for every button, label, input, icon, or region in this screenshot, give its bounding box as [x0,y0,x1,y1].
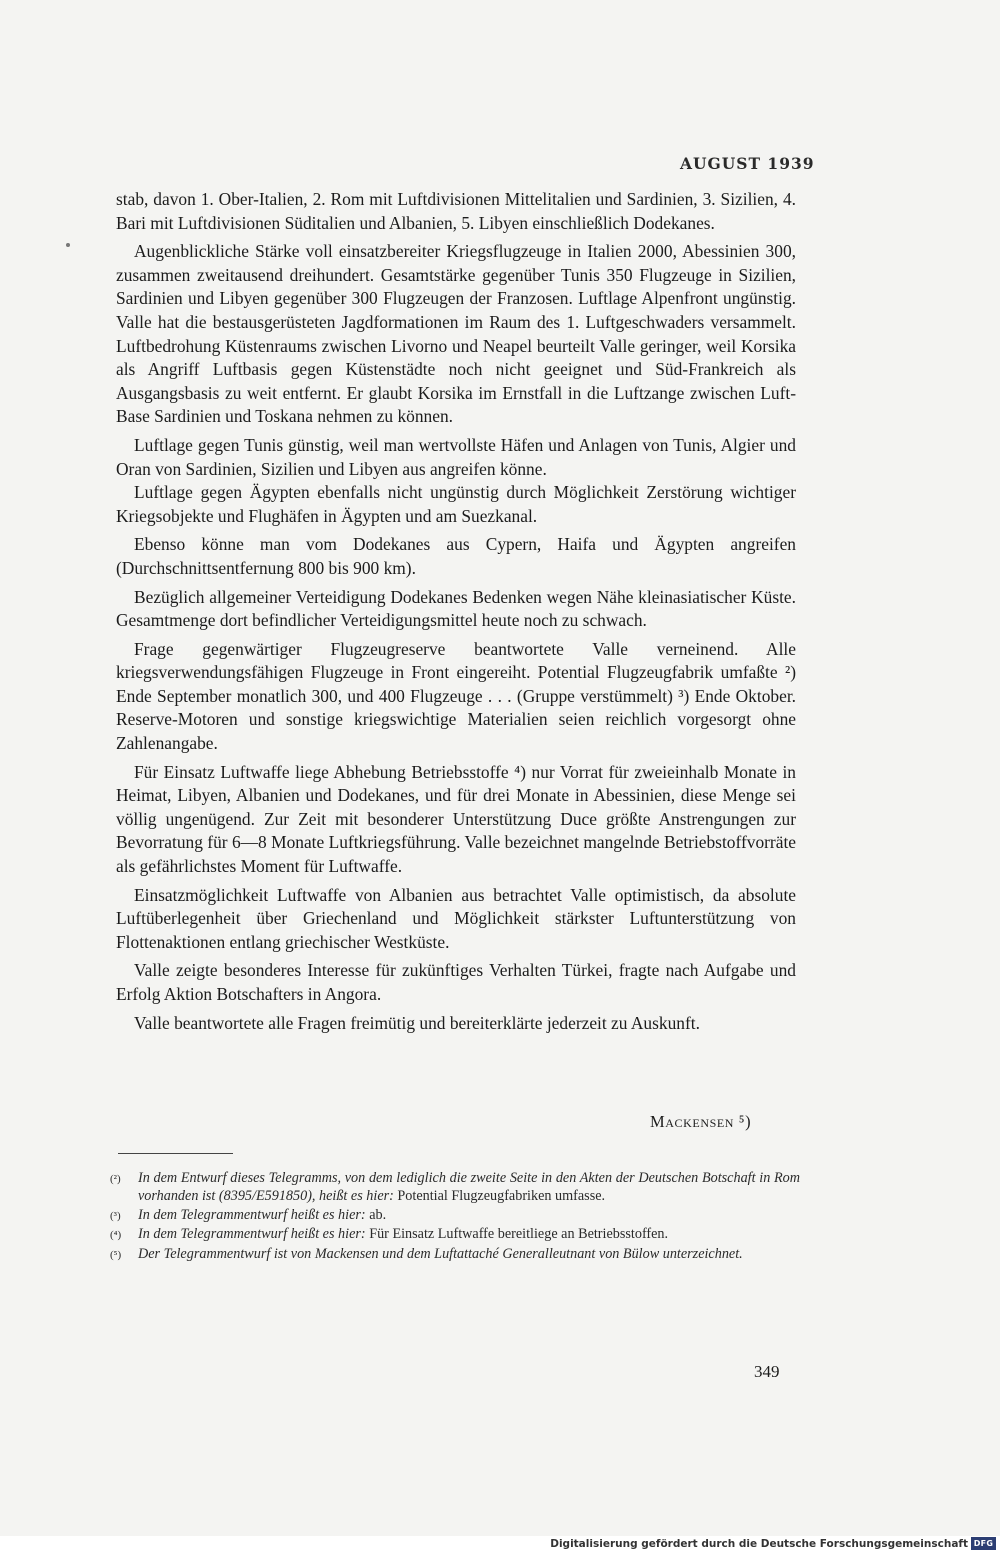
footnote-roman: Für Einsatz Luftwaffe bereitliege an Betriebsstoffen. [369,1226,669,1243]
footnote-marker: (³) [110,1209,121,1222]
paragraph: Luftlage gegen Ägypten ebenfalls nicht ungünstig durch Möglichkeit Zerstörung wichtiger Kriegsobjekte und Flughäfen in Ägypten und am Suezkanal. [116,482,796,526]
footnote-italic: In dem Entwurf dieses Telegramms, von dem lediglich die zweite Seite in den Akten der Deutschen Botschaft in Rom vorhanden ist (8395/E591850), heißt es hier: [138,1170,800,1204]
paragraph: Ebenso könne man vom Dodekanes aus Cypern, Haifa und Ägypten angreifen (Durchschnittsentfernung 800 bis 900 km). [116,534,796,578]
footnote-text [138,1170,800,1206]
footnote [110,1170,800,1206]
footnote [110,1246,800,1265]
paragraph: Valle beantwortete alle Fragen freimütig und bereiterklärte jederzeit zu Auskunft. [134,1012,700,1033]
paragraph: Valle zeigte besonderes Interesse für zukünftiges Verhalten Türkei, fragte nach Aufgabe und Erfolg Aktion Botschafters in Angora. [116,960,796,1004]
dfg-logo: DFG [971,1537,996,1550]
paragraph: Frage gegenwärtiger Flugzeugreserve beantwortete Valle verneinend. Alle kriegsverwendungsfähigen Flugzeuge in Front eingereiht. Potential Flugzeugfabrik umfaßte ²) Ende September monatlich 300, und 400 Flugzeuge . . . (Gruppe verstümmelt) ³) Ende Oktober. Reserve-Motoren und sonstige kriegswichtige Materialien seien reichlich vorgesorgt ohne Zahlenangabe. [116,638,796,754]
footnote-italic: In dem Telegrammentwurf heißt es hier: [138,1226,366,1243]
margin-mark [66,243,70,247]
footnote [110,1207,800,1226]
footnote-italic: In dem Telegrammentwurf heißt es hier: [138,1206,366,1223]
paragraph: Luftlage gegen Tunis günstig, weil man wertvollste Häfen und Anlagen von Tunis, Algier und Oran von Sardinien, Sizilien und Libyen aus angreifen könne. [116,434,796,479]
footnote-text [138,1246,800,1265]
footnote-marker: (⁴) [110,1229,122,1242]
paragraph: Bezüglich allgemeiner Verteidigung Dodekanes Bedenken wegen Nähe kleinasiatischer Küste. Gesamtmenge dort befindlicher Verteidigungsmittel heute noch zu schwach. [116,586,796,631]
footnote-roman: ab. [369,1206,387,1223]
footnote-roman: Potential Flugzeugfabriken umfasse. [397,1187,606,1204]
paragraph: Einsatzmöglichkeit Luftwaffe von Albanien aus betrachtet Valle optimistisch, da absolute Luftüberlegenheit über Griechenland und Möglichkeit stärkster Luftunterstützung von Flottenaktionen entlang griechischer Westküste. [116,884,796,952]
footnote-rule [118,1153,233,1154]
body-text [116,188,796,1040]
paragraph: Für Einsatz Luftwaffe liege Abhebung Betriebsstoffe ⁴) nur Vorrat für zweieinhalb Monate in Heimat, Libyen, Albanien und Dodekanes, und für drei Monate in Abessinien, diese Menge sei völlig ungenügend. Zur Zeit mit besonderer Unterstützung Duce größte Anstrengungen zur Bevorratung für 6—8 Monate Luftkriegsführung. Valle bezeichnet mangelnde Betriebstoffvorräte als gefährlichstes Moment für Luftwaffe. [116,761,796,877]
footnote-text [138,1226,800,1245]
footnote-marker: (²) [110,1173,121,1185]
footnote-italic: Der Telegrammentwurf ist von Mackensen und dem Luftattaché Generalleutnant von Bülow unterzeichnet. [138,1246,743,1263]
paragraph: stab, davon 1. Ober-Italien, 2. Rom mit Luftdivisionen Mittelitalien und Sardinien, 3. Sizilien, 4. Bari mit Luftdivisionen Süditalien und Albanien, 5. Libyen einschließlich Dodekanes. [116,189,796,233]
footnote-text [138,1207,800,1226]
page-number: 349 [754,1362,780,1381]
funding-credit: Digitalisierung gefördert durch die Deutsche Forschungsgemeinschaft [550,1538,968,1550]
footnote-marker: (⁵) [110,1249,122,1262]
running-head: AUGUST 1939 [680,154,815,173]
signature: Mackensen ⁵) [650,1112,752,1131]
footnote [110,1226,800,1245]
footnotes [110,1170,800,1266]
paragraph: Augenblickliche Stärke voll einsatzbereiter Kriegsflugzeuge in Italien 2000, Abessinien 300, zusammen zweitausend dreihundert. Gesamtstärke gegenüber Tunis 350 Flugzeuge in Sizilien, Sardinien und Libyen gegenüber 300 Flugzeugen der Franzosen. Luftlage Alpenfront ungünstig. Valle hat die bestausgerüsteten Jagdformationen im Raum des 1. Luftgeschwaders versammelt. Luftbedrohung Küstenraums zwischen Livorno und Neapel beurteilt Valle geringer, weil Korsika als Angriff Luftbasis gegen Küstenstädte noch nicht geeignet und Süd-Frankreich als Ausgangsbasis zu weit entfernt. Er glaubt Korsika im Ernstfall in die Luftzange zwischen Luft-Base Sardinien und Toskana nehmen zu können. [116,241,796,427]
